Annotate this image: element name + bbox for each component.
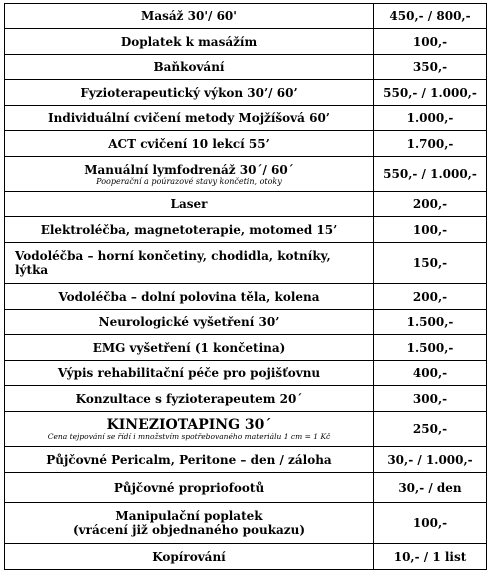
table-row (5, 29, 487, 55)
service-name: Doplatek k masážím (5, 29, 374, 55)
service-name: Půjčovné Pericalm, Peritone – den / záloha (5, 447, 374, 473)
service-name: Vodoléčba – dolní polovina těla, kolena (5, 284, 374, 310)
service-price: 550,- / 1.000,- (374, 80, 487, 106)
table-row (5, 55, 487, 80)
service-name: KINEZIOTAPING 30´ Cena tejpování se řídí i množstvím spotřebovaného materiálu 1 cm = 1 Kč (5, 412, 374, 447)
service-price: 1.500,- (374, 335, 487, 361)
service-price: 1.700,- (374, 131, 487, 157)
service-name: EMG vyšetření (1 končetina) (5, 335, 374, 361)
service-name: Baňkování (5, 55, 374, 80)
service-note: Cena tejpování se řídí i množstvím spotřebovaného materiálu 1 cm = 1 Kč (47, 431, 331, 441)
service-price: 1.500,- (374, 310, 487, 335)
service-price: 200,- (374, 192, 487, 217)
table-row (5, 243, 487, 284)
service-price: 1.000,- (374, 106, 487, 131)
service-name: Manuální lymfodrenáž 30´/ 60´ Pooperační a poúrazové stavy končetin, otoky (5, 157, 374, 192)
service-price: 300,- (374, 386, 487, 412)
table-row (5, 412, 487, 447)
service-name: Konzultace s fyzioterapeutem 20´ (5, 386, 374, 412)
service-note: Pooperační a poúrazové stavy končetin, otoky (96, 176, 282, 186)
service-price: 400,- (374, 361, 487, 386)
service-price: 100,- (374, 217, 487, 243)
service-price: 250,- (374, 412, 487, 447)
service-name: Manipulační poplatek (vrácení již objednaného poukazu) (5, 503, 374, 544)
table-row (5, 447, 487, 473)
table-row (5, 386, 487, 412)
service-price: 550,- / 1.000,- (374, 157, 487, 192)
table-row (5, 4, 487, 29)
service-name: Laser (5, 192, 374, 217)
service-price: 30,- / 1.000,- (374, 447, 487, 473)
price-table (4, 3, 487, 570)
table-row (5, 503, 487, 544)
table-row (5, 192, 487, 217)
service-price: 450,- / 800,- (374, 4, 487, 29)
service-price: 30,- / den (374, 473, 487, 503)
service-name: Individuální cvičení metody Mojžíšová 60’ (5, 106, 374, 131)
table-row (5, 473, 487, 503)
service-name: Výpis rehabilitační péče pro pojišťovnu (5, 361, 374, 386)
service-price: 100,- (374, 503, 487, 544)
price-list (4, 3, 482, 570)
table-row (5, 217, 487, 243)
service-price: 100,- (374, 29, 487, 55)
service-name: ACT cvičení 10 lekcí 55’ (5, 131, 374, 157)
table-row (5, 310, 487, 335)
service-name: Vodoléčba – horní končetiny, chodidla, kotníky, lýtka (5, 243, 374, 284)
table-row (5, 335, 487, 361)
service-name: Fyzioterapeutický výkon 30’/ 60’ (5, 80, 374, 106)
table-row (5, 131, 487, 157)
service-name: Masáž 30'/ 60' (5, 4, 374, 29)
table-row (5, 361, 487, 386)
service-price: 350,- (374, 55, 487, 80)
service-name: Půjčovné propriofootů (5, 473, 374, 503)
service-name: Elektroléčba, magnetoterapie, motomed 15’ (5, 217, 374, 243)
table-row (5, 157, 487, 192)
service-price: 10,- / 1 list (374, 544, 487, 570)
service-name: Kopírování (5, 544, 374, 570)
table-row (5, 284, 487, 310)
table-row (5, 106, 487, 131)
service-name: Neurologické vyšetření 30’ (5, 310, 374, 335)
table-row (5, 80, 487, 106)
service-price: 150,- (374, 243, 487, 284)
service-price: 200,- (374, 284, 487, 310)
